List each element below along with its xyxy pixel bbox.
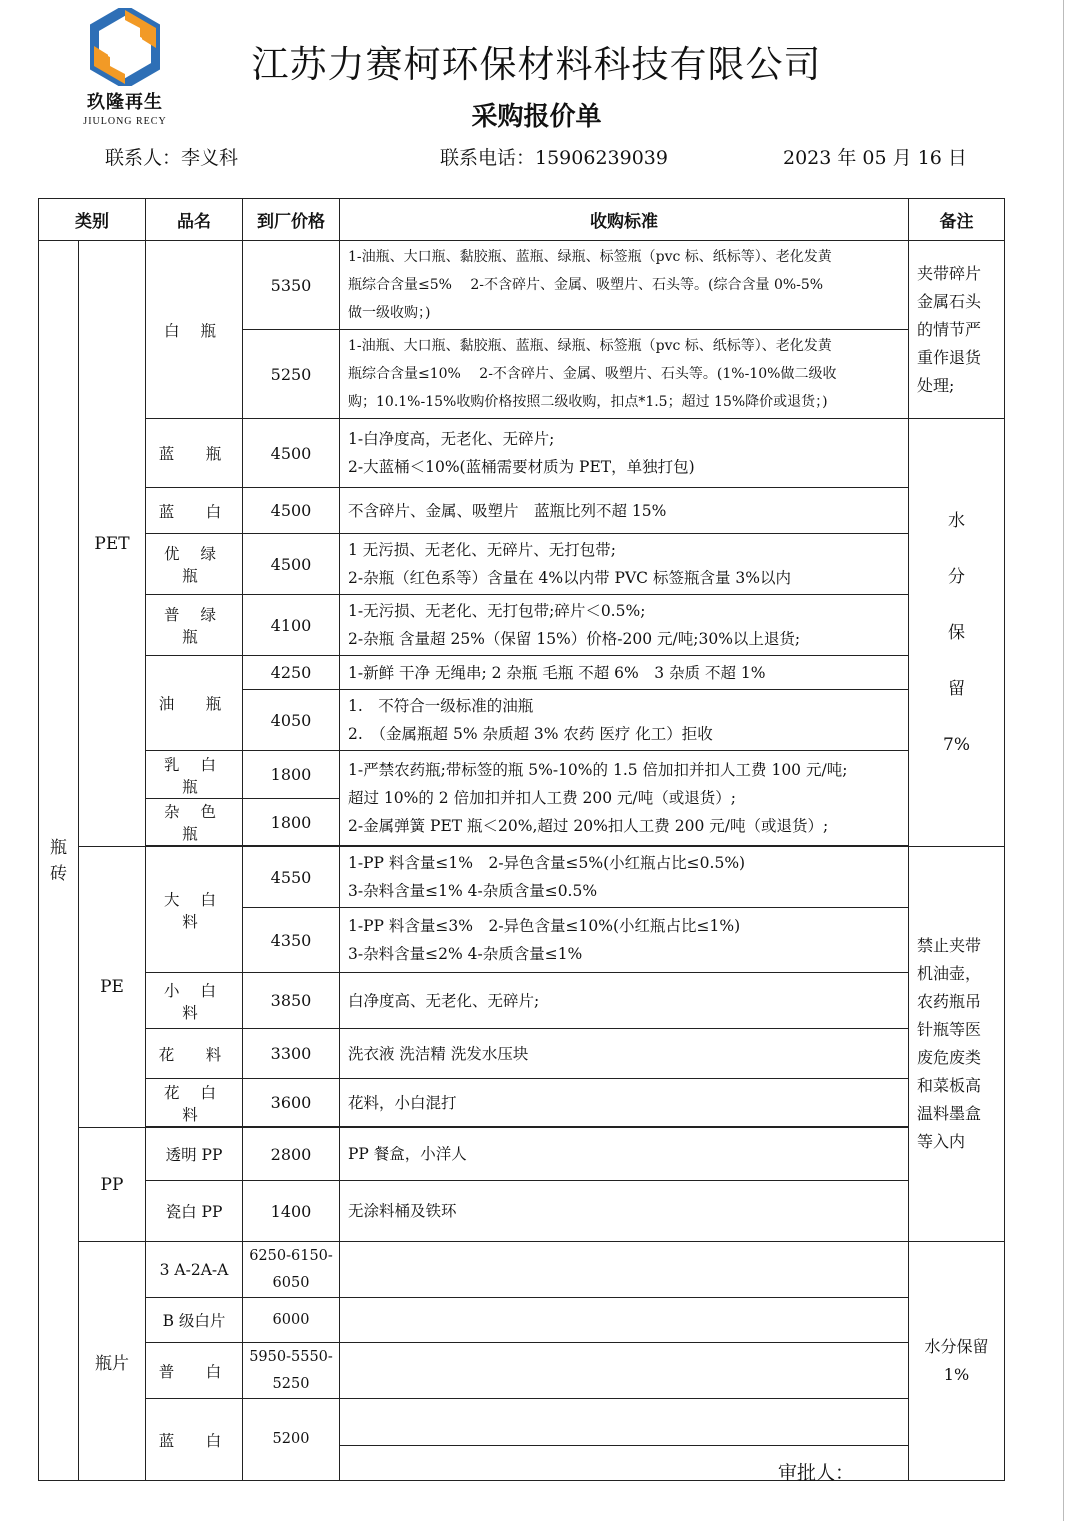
- standard-cell: 1-油瓶、大口瓶、黏胶瓶、蓝瓶、绿瓶、标签瓶（pvc 标、纸标等）、老化发黄 瓶综合含量≤10% 2-不含碎片、金属、吸塑片、石头等。(1%-10%做二级收 购；10.1%-15%收购价格按照二级收购，扣点*1.5；超过 15%降价或退货；): [340, 330, 909, 419]
- approver-label: 审批人：: [778, 1462, 855, 1484]
- table-row: [39, 595, 1005, 656]
- header-price: 到厂价格: [243, 199, 340, 241]
- price-cell: 2800: [243, 1128, 340, 1181]
- price-cell: 1400: [243, 1181, 340, 1242]
- standard-cell: 洗衣液 洗洁精 洗发水压块: [340, 1029, 909, 1079]
- product-name: 蓝 白: [146, 1399, 243, 1481]
- product-name: 优 绿 瓶: [146, 534, 243, 595]
- subcategory-pp: PP: [79, 1128, 146, 1242]
- page-edge: [1063, 0, 1064, 1521]
- price-cell: 4500: [243, 419, 340, 488]
- product-name: 普 绿 瓶: [146, 595, 243, 656]
- note-moisture-1: 水分保留 1%: [909, 1242, 1005, 1481]
- price-cell: 6000: [243, 1298, 340, 1343]
- note-prohibited-items: 禁止夹带 机油壶， 农药瓶吊 针瓶等医 废危废类 和菜板高 温料墨盒 等入内: [909, 847, 1005, 1242]
- standard-cell: [340, 1343, 909, 1399]
- price-cell: 4500: [243, 534, 340, 595]
- product-name: 油 瓶: [146, 656, 243, 751]
- main-category-cell: 瓶 砖: [39, 241, 79, 1481]
- product-name: B 级白片: [146, 1298, 243, 1343]
- product-name: 瓷白 PP: [146, 1181, 243, 1242]
- subcategory-pet: PET: [79, 241, 146, 847]
- quote-table: [38, 198, 1005, 1481]
- standard-cell: 1-严禁农药瓶;带标签的瓶 5%-10%的 1.5 倍加扣并扣人工费 100 元/吨; 超过 10%的 2 倍加扣并扣人工费 200 元/吨（或退货）; 2-金属弹簧 PET 瓶＜20%,超过 20%扣人工费 200 元/吨（或退货）;: [340, 751, 909, 846]
- contact-person: 联系人：李义科: [105, 147, 239, 169]
- table-row: [39, 1128, 1005, 1181]
- subcategory-flakes: 瓶片: [79, 1242, 146, 1481]
- product-name: 杂 色 瓶: [146, 799, 243, 846]
- standard-cell: 不含碎片、金属、吸塑片 蓝瓶比列不超 15%: [340, 488, 909, 534]
- price-cell: 4350: [243, 908, 340, 973]
- price-cell: 1800: [243, 751, 340, 799]
- price-cell: 5250: [243, 330, 340, 419]
- standard-cell: 1. 不符合一级标准的油瓶 2. （金属瓶超 5% 杂质超 3% 农药 医疗 化工）拒收: [340, 690, 909, 751]
- product-name: 3 A-2A-A: [146, 1242, 243, 1298]
- header-product: 品名: [146, 199, 243, 241]
- price-cell: 3600: [243, 1079, 340, 1127]
- table-row: [39, 973, 1005, 1029]
- product-name: 透明 PP: [146, 1128, 243, 1181]
- table-row: [39, 751, 1005, 799]
- price-cell: 4250: [243, 656, 340, 690]
- price-cell: 4500: [243, 488, 340, 534]
- table-row: [39, 488, 1005, 534]
- table-row: [39, 534, 1005, 595]
- price-cell: 3850: [243, 973, 340, 1029]
- standard-cell: 1-无污损、无老化、无打包带;碎片＜0.5%; 2-杂瓶 含量超 25%（保留 15%）价格-200 元/吨;30%以上退货;: [340, 595, 909, 656]
- table-row: [39, 1399, 1005, 1481]
- product-name: 花 料: [146, 1029, 243, 1079]
- logo-name-zh: 玖隆再生: [87, 92, 163, 113]
- price-cell: 5200: [243, 1399, 340, 1481]
- table-row: [39, 847, 1005, 908]
- standard-cell: 1-新鲜 干净 无绳串; 2 杂瓶 毛瓶 不超 6% 3 杂质 不超 1%: [340, 656, 909, 690]
- price-cell: 5350: [243, 241, 340, 330]
- product-name: 小 白 料: [146, 973, 243, 1029]
- price-cell: 4100: [243, 595, 340, 656]
- product-name: 白 瓶: [146, 241, 243, 419]
- subcategory-pe: PE: [79, 847, 146, 1128]
- price-cell: 1800: [243, 799, 340, 846]
- table-row: [39, 656, 1005, 690]
- table-row: [39, 1181, 1005, 1242]
- table-row: [39, 1029, 1005, 1079]
- product-name: 蓝 白: [146, 488, 243, 534]
- price-cell: 4050: [243, 690, 340, 751]
- standard-cell: 白净度高、无老化、无碎片;: [340, 973, 909, 1029]
- logo-name-en: JIULONG RECY: [83, 116, 167, 127]
- table-row: [39, 1079, 1005, 1127]
- product-name: 花 白 料: [146, 1079, 243, 1127]
- note-moisture-7: 水 分 保 留 7%: [909, 419, 1005, 847]
- product-name: 乳 白 瓶: [146, 751, 243, 799]
- product-name: 普 白: [146, 1343, 243, 1399]
- header-category: 类别: [39, 199, 146, 241]
- table-header-row: [39, 199, 1005, 241]
- product-name: 大 白 料: [146, 847, 243, 973]
- company-name: 江苏力赛柯环保材料科技有限公司: [251, 43, 822, 86]
- price-cell: 3300: [243, 1029, 340, 1079]
- price-cell: 4550: [243, 847, 340, 908]
- header-standard: 收购标准: [340, 199, 909, 241]
- quote-date: 2023 年 05 月 16 日: [783, 147, 967, 169]
- table-row: [39, 1298, 1005, 1343]
- standard-cell: 1 无污损、无老化、无碎片、无打包带; 2-杂瓶（红色系等）含量在 4%以内带 PVC 标签瓶含量 3%以内: [340, 534, 909, 595]
- product-name: 蓝 瓶: [146, 419, 243, 488]
- table-row: [39, 419, 1005, 488]
- table-row: [39, 241, 1005, 330]
- document-title: 采购报价单: [471, 102, 602, 132]
- price-cell: 6250-6150- 6050: [243, 1242, 340, 1298]
- standard-cell: [340, 1298, 909, 1343]
- standard-cell: 1-PP 料含量≤1% 2-异色含量≤5%(小红瓶占比≤0.5%) 3-杂料含量≤1% 4-杂质含量≤0.5%: [340, 847, 909, 908]
- table-row: [39, 1343, 1005, 1399]
- standard-cell: 1-油瓶、大口瓶、黏胶瓶、蓝瓶、绿瓶、标签瓶（pvc 标、纸标等）、老化发黄 瓶综合含量≤5% 2-不含碎片、金属、吸塑片、石头等。(综合含量 0%-5% 做一级收购；): [340, 241, 909, 330]
- standard-cell: [340, 1242, 909, 1298]
- standard-cell: 花料，小白混打: [340, 1079, 909, 1127]
- price-cell: 5950-5550- 5250: [243, 1343, 340, 1399]
- standard-cell: 1-PP 料含量≤3% 2-异色含量≤10%(小红瓶占比≤1%) 3-杂料含量≤2% 4-杂质含量≤1%: [340, 908, 909, 973]
- table-row: [39, 1242, 1005, 1298]
- header-note: 备注: [909, 199, 1005, 241]
- standard-cell: PP 餐盒，小洋人: [340, 1128, 909, 1181]
- note-return-policy: 夹带碎片 金属石头 的情节严 重作退货 处理;: [909, 241, 1005, 419]
- standard-cell: 1-白净度高，无老化、无碎片; 2-大蓝桶＜10%(蓝桶需要材质为 PET，单独打包): [340, 419, 909, 488]
- standard-cell: 无涂料桶及铁环: [340, 1181, 909, 1242]
- contact-phone: 联系电话：15906239039: [440, 147, 668, 169]
